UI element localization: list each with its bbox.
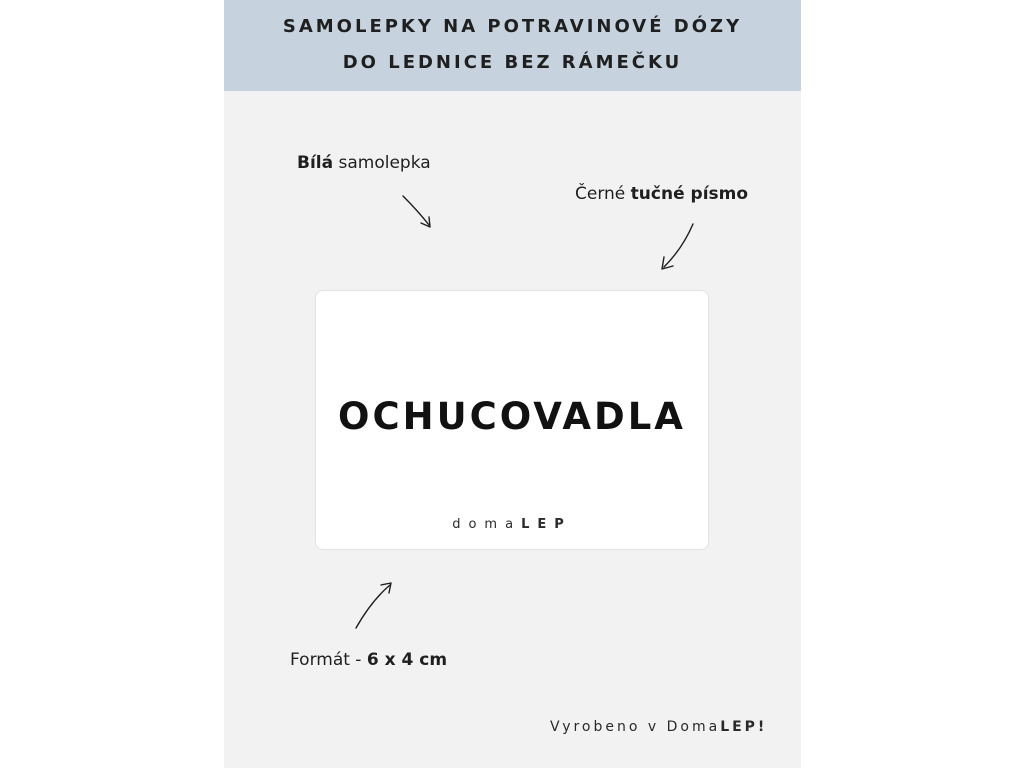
annotation-black-font (575, 184, 748, 204)
annotation-black-bold: tučné písmo (630, 184, 749, 204)
sticker-brand-logo (316, 517, 708, 532)
sticker-brand-bold: LEP (521, 517, 572, 532)
footer-text: Vyrobeno v Doma (550, 719, 721, 735)
sticker-preview (315, 290, 709, 550)
annotation-black-normal: Černé (575, 184, 631, 204)
header-title-line-2: DO LEDNICE BEZ RÁMEČKU (342, 52, 683, 73)
arrow-down-left-icon (657, 220, 697, 272)
footer-brand-bold: LEP! (720, 719, 768, 735)
header-title-line-1: SAMOLEPKY NA POTRAVINOVÉ DÓZY (282, 16, 743, 37)
annotation-format-bold: 6 x 4 cm (366, 650, 448, 670)
footer-credit (550, 719, 767, 735)
annotation-white-bold: Bílá (297, 153, 334, 173)
annotation-white-sticker (297, 153, 431, 173)
sticker-label-text: OCHUCOVADLA (338, 395, 686, 438)
annotation-white-rest: samolepka (333, 153, 431, 173)
arrow-down-right-icon (400, 193, 434, 233)
annotation-format (290, 650, 447, 670)
product-image (224, 0, 801, 768)
sticker-brand-light: doma (452, 517, 522, 532)
arrow-up-right-icon (351, 578, 397, 634)
annotation-format-normal: Formát - (290, 650, 367, 670)
header-banner (224, 0, 801, 91)
